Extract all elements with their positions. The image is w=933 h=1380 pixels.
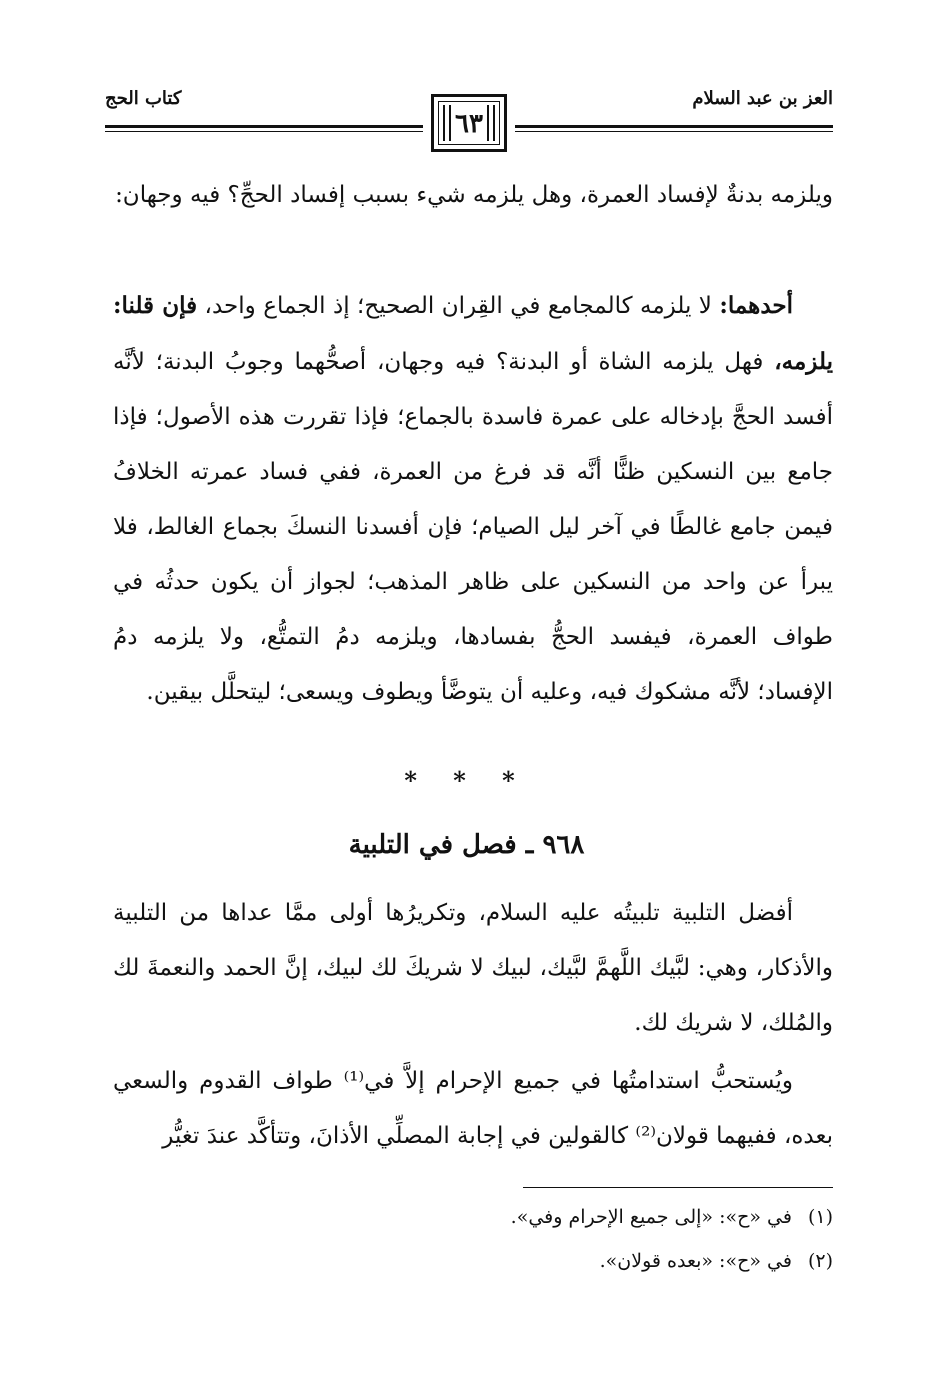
page-number: ٦٣	[455, 109, 483, 139]
header-rule-right	[515, 125, 833, 128]
footnote-item	[233, 1206, 833, 1228]
paragraph-two-opinions	[113, 278, 833, 720]
footnote-number: (٢)	[807, 1250, 833, 1272]
footnote-text: في «ح»: «بعده قولان».	[599, 1250, 792, 1272]
footnote-text: في «ح»: «إلى جميع الإحرام وفي».	[510, 1206, 792, 1228]
lead-phrase-second: فإن قلنا: يلزمه،	[113, 292, 833, 375]
footnote-item	[233, 1250, 833, 1272]
paragraph-text-first: لا يلزمه كالمجامع في القِران الصحيح؛ إذ الجماع واحد،	[197, 293, 720, 319]
page-number-frame	[431, 94, 507, 152]
running-head-chapter: كتاب الحج	[105, 88, 182, 109]
header-rule-left	[105, 125, 423, 128]
paragraph-continuation: ويلزمه بدنةٌ لإفساد العمرة، وهل يلزمه شيء بسبب إفساد الحجِّ؟ فيه وجهان:	[115, 182, 833, 208]
paragraph-text-second: فهل يلزمه الشاة أو البدنة؟ فيه وجهان، أصحُّهما وجوبُ البدنة؛ لأنَّه أفسد الحجَّ بإدخاله على عمرة فاسدة بالجماع؛ فإذا تقررت هذه الأصول؛ فإذا جامع بين النسكين ظنًّا أنَّه قد فرغ من العمرة، ففي فساد عمرته الخلافُ فيمن جامع غالطًا في آخر ليل الصيام؛ فإن أفسدنا النسكَ بجماع الغالط، فلا يبرأ عن واحد من النسكين على ظاهر المذهب؛ لجواز أن يكون حدثُه في طواف العمرة، فيفسد الحجُّ بفسادها، ويلزمه دمُ التمتُّع، ولا يلزمه دمُ الإفساد؛ لأنَّه مشكوك فيه، وعليه أن يتوضَّأ ويطوف ويسعى؛ ليتحلَّل بيقين.	[113, 349, 833, 705]
paragraph-continuation-talbiya: ويُستحبُّ استدامتُها في جميع الإحرام إلاَّ في⁽¹⁾ طواف القدوم والسعي بعده، ففيهما قولان⁽²⁾ كالقولين في إجابة المصلِّي الأذانَ، وتتأكَّد عندَ تغيُّر	[113, 1068, 833, 1149]
footnote-separator	[523, 1187, 833, 1188]
running-head-author: العز بن عبد السلام	[692, 88, 833, 109]
page-header	[105, 88, 833, 158]
footnote-number: (١)	[807, 1206, 833, 1228]
section-separator-stars: * * *	[404, 766, 529, 795]
section-heading: ٩٦٨ ـ فصل في التلبية	[348, 830, 585, 860]
lead-phrase-first: أحدهما:	[719, 292, 793, 319]
paragraph-talbiya: أفضل التلبية تلبيتُه عليه السلام، وتكريرُها أولى ممَّا عداها من التلبية والأذكار، وهي: لبَّيك اللَّهمَّ لبَّيك، لبيك لا شريكَ لك لبيك، إنَّ الحمد والنعمةَ لك والمُلك، لا شريك لك.	[113, 900, 833, 1036]
